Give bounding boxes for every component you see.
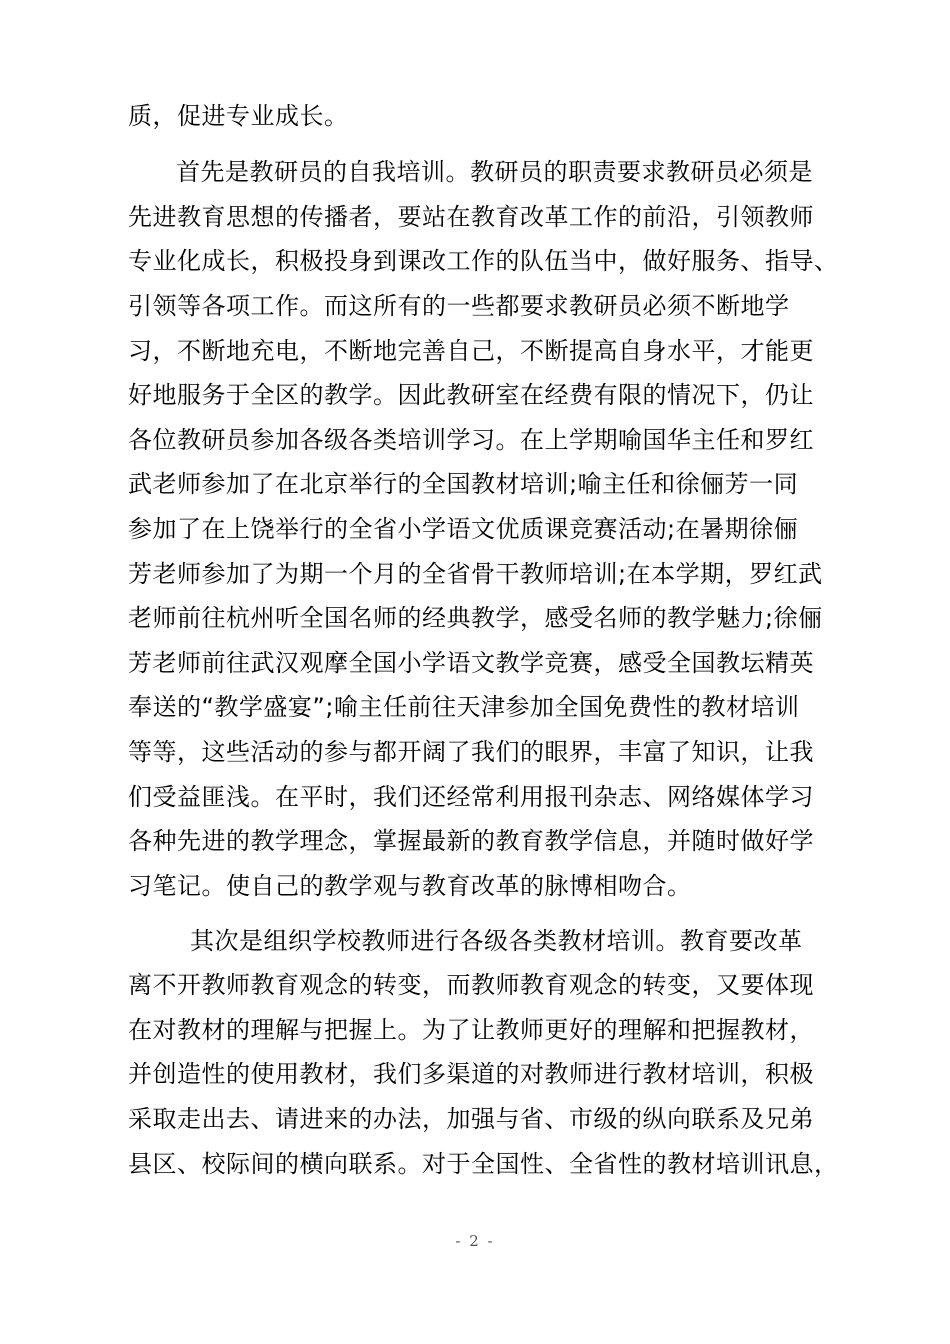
text-line: 老师前往杭州听全国名师的经典教学，感受名师的教学魅力;徐俪: [128, 604, 823, 632]
page-number: - 2 -: [455, 1232, 495, 1250]
text-line: 专业化成长，积极投身到课改工作的队伍当中，做好服务、指导、: [128, 247, 839, 275]
text-line: 县区、校际间的横向联系。对于全国性、全省性的教材培训讯息，: [128, 1150, 839, 1178]
text-line: 在对教材的理解与把握上。为了让教师更好的理解和把握教材，: [128, 1016, 814, 1044]
text-line: 各位教研员参加各级各类培训学习。在上学期喻国华主任和罗红: [128, 426, 814, 454]
text-line: 引领等各项工作。而这所有的一些都要求教研员必须不断地学: [128, 292, 790, 320]
text-line: 质，促进专业成长。: [128, 102, 349, 130]
text-line: 其次是组织学校教师进行各级各类教材培训。教育要改革: [190, 927, 803, 955]
text-line: 习，不断地充电，不断地完善自己，不断提高自身水平，才能更: [128, 337, 814, 365]
text-line: 先进教育思想的传播者，要站在教育改革工作的前沿，引领教师: [128, 203, 814, 231]
text-line: 参加了在上饶举行的全省小学语文优质课竞赛活动;在暑期徐俪: [128, 515, 799, 543]
text-line: 奉送的“教学盛宴”;喻主任前往天津参加全国免费性的教材培训: [128, 693, 800, 721]
text-line: 们受益匪浅。在平时，我们还经常利用报刊杂志、网络媒体学习: [128, 783, 814, 811]
text-line: 好地服务于全区的教学。因此教研室在经费有限的情况下，仍让: [128, 381, 814, 409]
text-line: 并创造性的使用教材，我们多渠道的对教师进行教材培训，积极: [128, 1060, 814, 1088]
text-line: 芳老师前往武汉观摩全国小学语文教学竞赛，感受全国教坛精英: [128, 649, 814, 677]
text-line: 习笔记。使自己的教学观与教育改革的脉博相吻合。: [128, 872, 692, 900]
text-line: 各种先进的教学理念，掌握最新的教育教学信息，并随时做好学: [128, 827, 814, 855]
text-line: 采取走出去、请进来的办法，加强与省、市级的纵向联系及兄弟: [128, 1105, 814, 1133]
text-line: 等等，这些活动的参与都开阔了我们的眼界，丰富了知识，让我: [128, 738, 814, 766]
text-line: 芳老师参加了为期一个月的全省骨干教师培训;在本学期，罗红武: [128, 560, 823, 588]
text-line: 首先是教研员的自我培训。教研员的职责要求教研员必须是: [176, 158, 813, 186]
text-line: 离不开教师教育观念的转变，而教师教育观念的转变，又要体现: [128, 971, 814, 999]
text-line: 武老师参加了在北京举行的全国教材培训;喻主任和徐俪芳一同: [128, 470, 799, 498]
